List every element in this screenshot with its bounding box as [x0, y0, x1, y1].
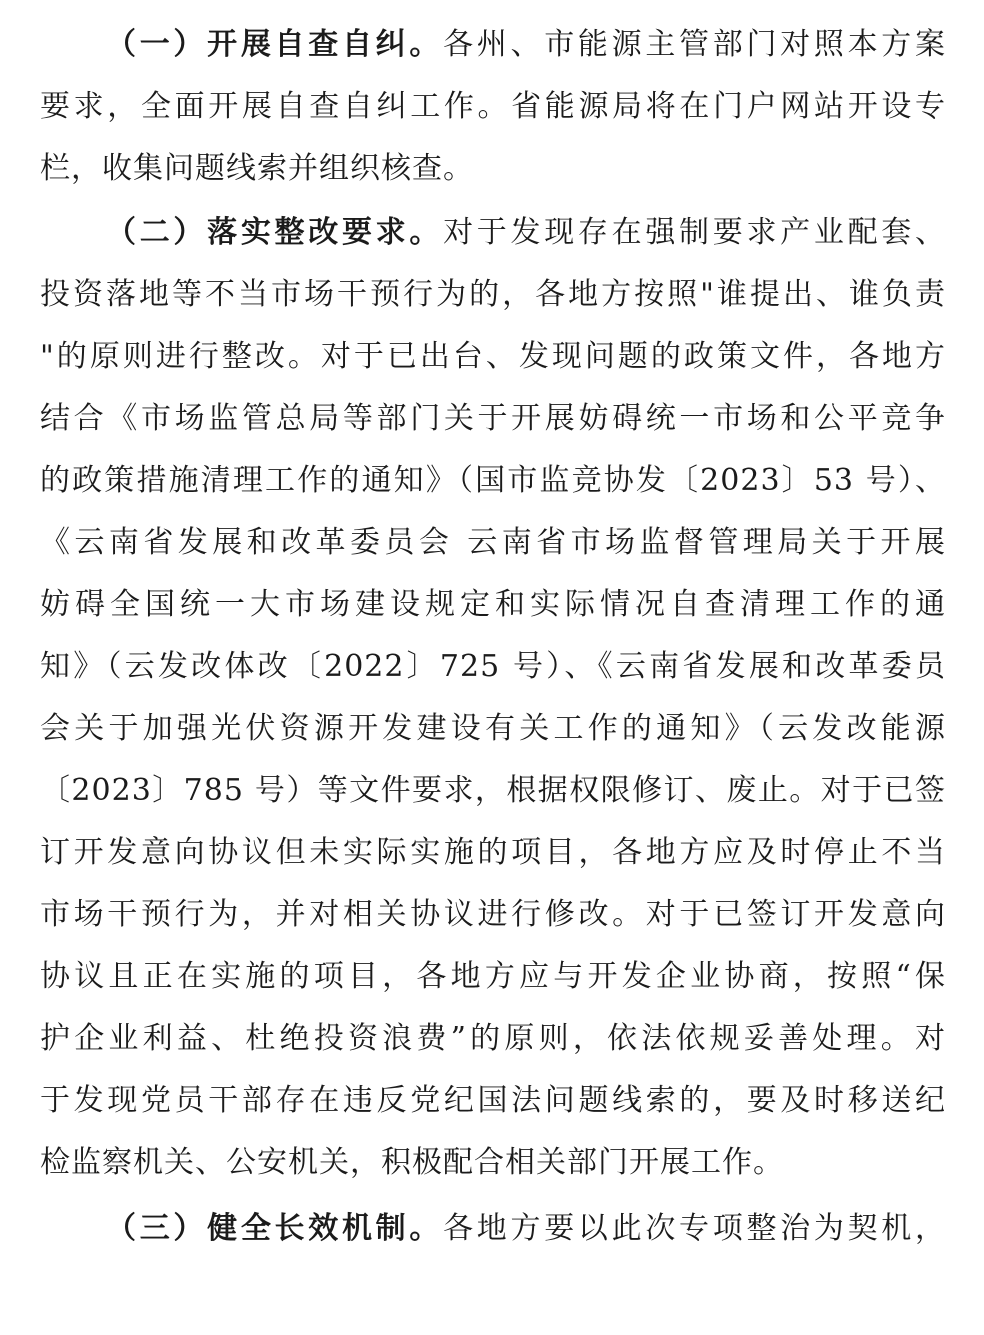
paragraph-text: 知》（云发改体改〔2022〕725 号）、《云南省发展和改革委员	[40, 649, 946, 684]
paragraph-2-line-5	[40, 450, 946, 512]
paragraph-text: 要求，全面开展自查自纠工作。省能源局将在门户网站开设专	[40, 89, 946, 124]
paragraph-text: 护企业利益、杜绝投资浪费”的原则，依法依规妥善处理。对	[40, 1021, 946, 1056]
paragraph-text: 栏，收集问题线索并组织核查。	[40, 151, 474, 186]
paragraph-2-line-2	[40, 264, 946, 326]
paragraph-2-line-13	[40, 946, 946, 1008]
paragraph-text: 检监察机关、公安机关，积极配合相关部门开展工作。	[40, 1145, 784, 1180]
paragraph-text: 会关于加强光伏资源开发建设有关工作的通知》（云发改能源	[40, 711, 946, 746]
paragraph-text: 的政策措施清理工作的通知》（国市监竞协发〔2023〕53 号）、	[40, 463, 946, 498]
paragraph-text: 市场干预行为，并对相关协议进行修改。对于已签订开发意向	[40, 897, 946, 932]
paragraph-1-line-1	[106, 14, 946, 76]
section-heading-1: （一）开展自查自纠。	[106, 27, 444, 62]
paragraph-text: 结合《市场监管总局等部门关于开展妨碍统一市场和公平竞争	[40, 401, 946, 436]
paragraph-text: 各州、市能源主管部门对照本方案	[443, 27, 947, 62]
paragraph-text: 对于发现存在强制要求产业配套、	[443, 215, 947, 250]
paragraph-2-line-6	[40, 512, 946, 574]
paragraph-2-line-9	[40, 698, 946, 760]
paragraph-2-line-4	[40, 388, 946, 450]
paragraph-text: 《云南省发展和改革委员会 云南省市场监督管理局关于开展	[40, 525, 946, 560]
paragraph-2-line-10	[40, 760, 946, 822]
paragraph-text: 于发现党员干部存在违反党纪国法问题线索的，要及时移送纪	[40, 1083, 946, 1118]
paragraph-2-line-8	[40, 636, 946, 698]
section-heading-3: （三）健全长效机制。	[106, 1211, 444, 1246]
paragraph-2-line-16	[40, 1132, 946, 1194]
paragraph-text: 协议且正在实施的项目，各地方应与开发企业协商，按照“保	[40, 959, 946, 994]
paragraph-text: "的原则进行整改。对于已出台、发现问题的政策文件，各地方	[40, 339, 946, 374]
paragraph-2-line-1	[106, 202, 946, 264]
paragraph-1-line-3	[40, 138, 946, 200]
paragraph-2-line-12	[40, 884, 946, 946]
paragraph-text: 〔2023〕785 号）等文件要求，根据权限修订、废止。对于已签	[40, 773, 946, 808]
paragraph-2-line-3	[40, 326, 946, 388]
paragraph-1-line-2	[40, 76, 946, 138]
section-heading-2: （二）落实整改要求。	[106, 215, 444, 250]
paragraph-text: 订开发意向协议但未实际实施的项目，各地方应及时停止不当	[40, 835, 946, 870]
paragraph-text: 各地方要以此次专项整治为契机，	[443, 1211, 947, 1246]
paragraph-text: 妨碍全国统一大市场建设规定和实际情况自查清理工作的通	[40, 587, 946, 622]
paragraph-text: 投资落地等不当市场干预行为的，各地方按照"谁提出、谁负责	[40, 277, 946, 312]
paragraph-2-line-7	[40, 574, 946, 636]
paragraph-2-line-15	[40, 1070, 946, 1132]
paragraph-3-line-1	[106, 1198, 946, 1260]
paragraph-2-line-11	[40, 822, 946, 884]
paragraph-2-line-14	[40, 1008, 946, 1070]
